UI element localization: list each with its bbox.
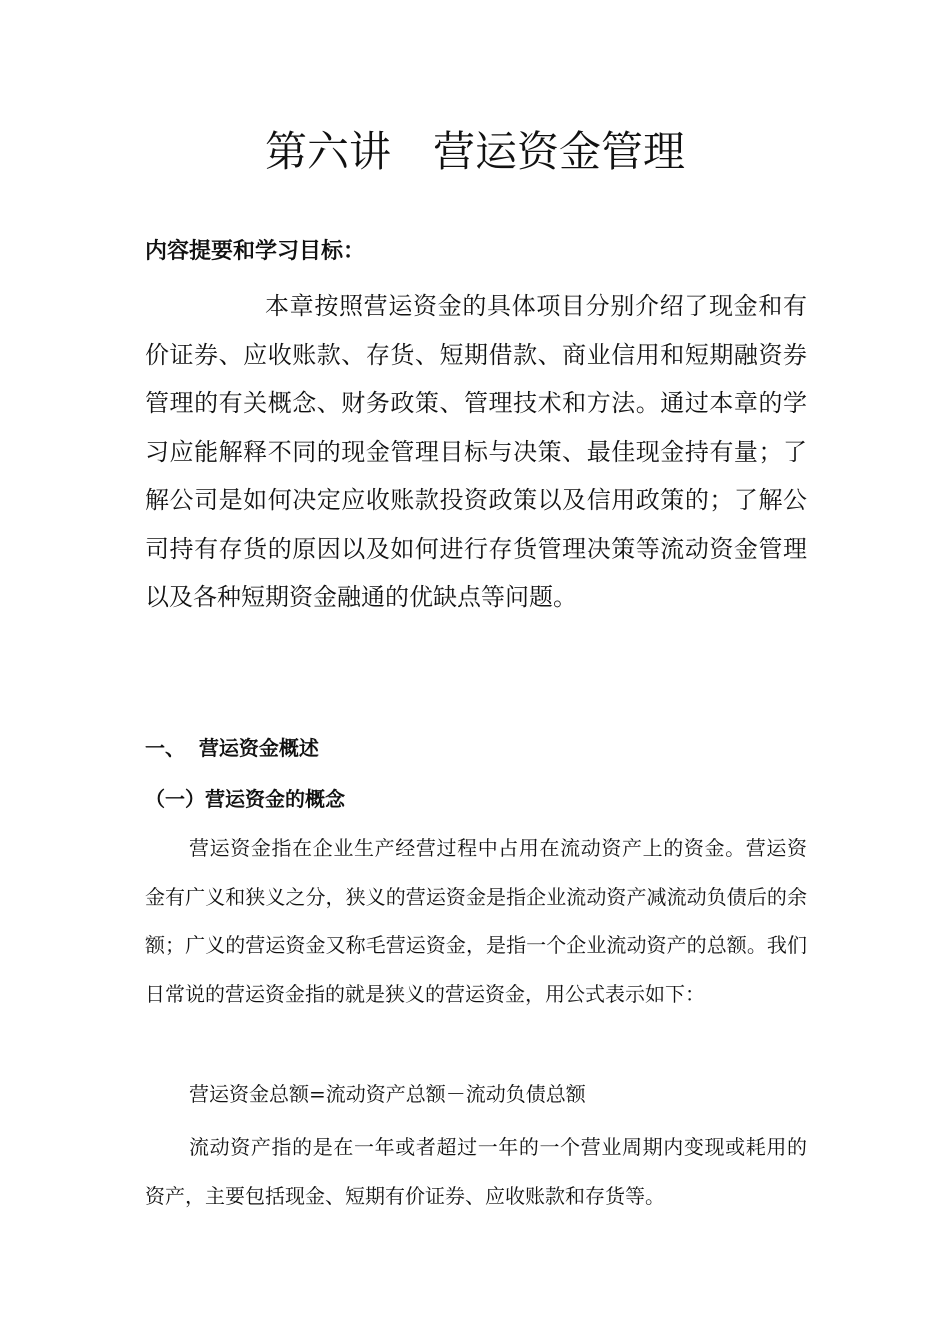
formula-line: 营运资金总额=流动资产总额－流动负债总额	[189, 1082, 586, 1106]
document-title: 第六讲 营运资金管理	[264, 127, 685, 176]
section-heading: 一、 营运资金概述	[145, 736, 319, 760]
body-paragraph-definition: 营运资金指在企业生产经营过程中占用在流动资产上的资金。营运资金有广义和狭义之分，狭义的营运资金是指企业流动资产减流动负债后的余额；广义的营运资金又称毛营运资金，是指一个企业流动资产的总额。我们日常说的营运资金指的就是狭义的营运资金，用公式表示如下：	[145, 836, 807, 1006]
subsection-heading: （一）营运资金的概念	[145, 787, 345, 811]
summary-heading: 内容提要和学习目标：	[145, 239, 366, 264]
summary-paragraph: 本章按照营运资金的具体项目分别介绍了现金和有价证券、应收账款、存货、短期借款、商业信用和短期融资券管理的有关概念、财务政策、管理技术和方法。通过本章的学习应能解释不同的现金管理目标与决策、最佳现金持有量；了解公司是如何决定应收账款投资政策以及信用政策的；了解公司持有存货的原因以及如何进行存货管理决策等流动资金管理以及各种短期资金融通的优缺点等问题。	[145, 292, 807, 611]
body-paragraph-current-assets: 流动资产指的是在一年或者超过一年的一个营业周期内变现或耗用的资产，主要包括现金、短期有价证券、应收账款和存货等。	[145, 1135, 807, 1208]
